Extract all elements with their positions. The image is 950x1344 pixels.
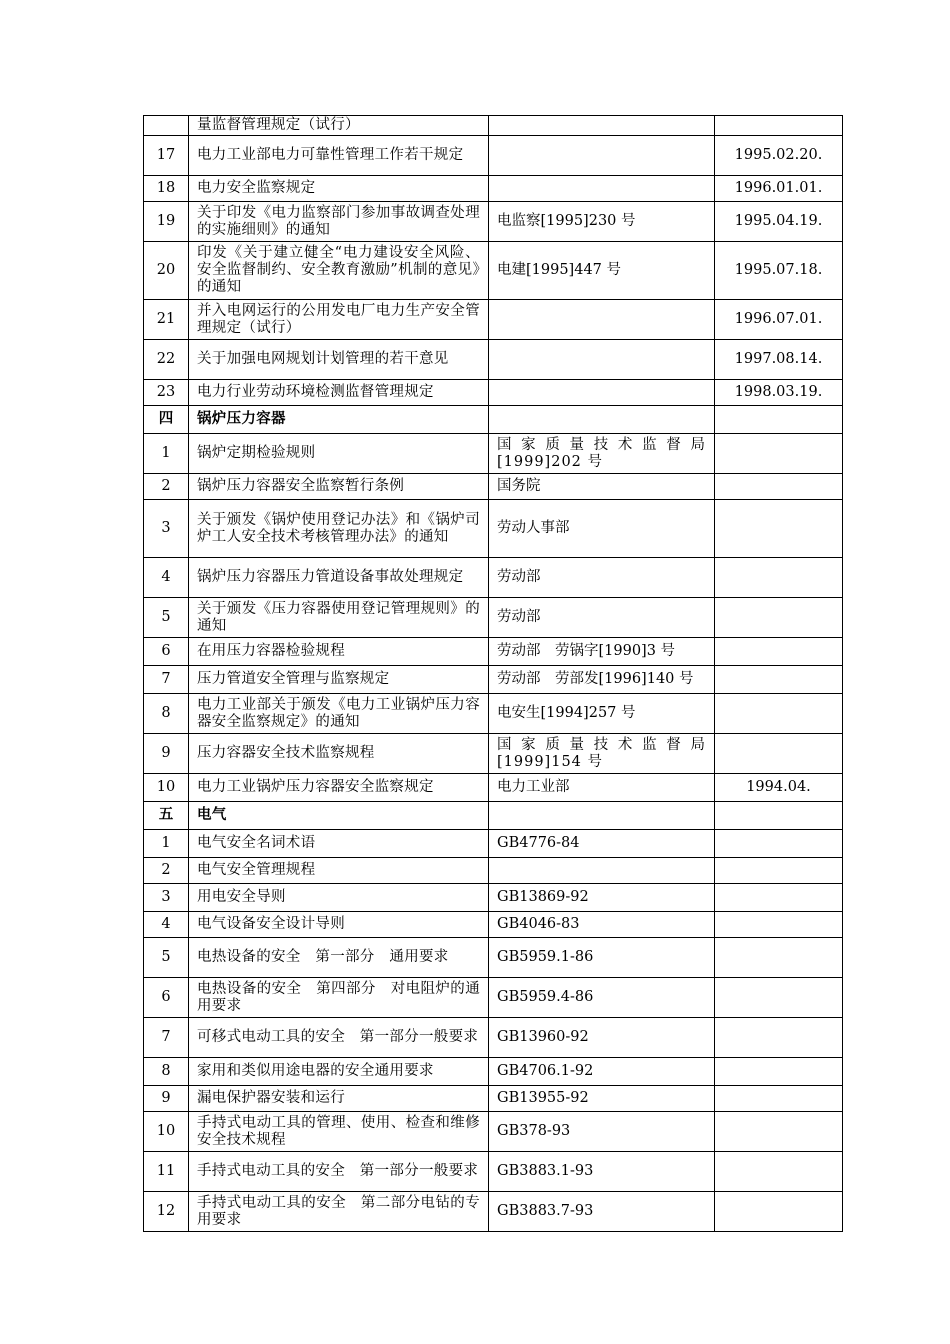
effective-date xyxy=(715,938,843,978)
row-number: 7 xyxy=(144,666,189,694)
row-number: 五 xyxy=(144,802,189,830)
regulation-name: 锅炉压力容器 xyxy=(189,406,489,434)
effective-date: 1996.07.01. xyxy=(715,300,843,340)
effective-date xyxy=(715,694,843,734)
issuer-document-number: GB13960-92 xyxy=(489,1018,715,1058)
issuer-document-number: 国家质量技术监督局[1999]154 号 xyxy=(489,734,715,774)
regulation-name: 在用压力容器检验规程 xyxy=(189,638,489,666)
row-number: 8 xyxy=(144,1058,189,1086)
regulation-name: 电热设备的安全 第四部分 对电阻炉的通用要求 xyxy=(189,978,489,1018)
row-number: 21 xyxy=(144,300,189,340)
table-row xyxy=(144,380,843,406)
row-number: 6 xyxy=(144,978,189,1018)
effective-date xyxy=(715,734,843,774)
effective-date xyxy=(715,802,843,830)
table-row xyxy=(144,500,843,558)
table-row xyxy=(144,242,843,300)
regulation-name: 压力容器安全技术监察规程 xyxy=(189,734,489,774)
issuer-document-number xyxy=(489,136,715,176)
effective-date: 1997.08.14. xyxy=(715,340,843,380)
row-number: 9 xyxy=(144,1086,189,1112)
regulation-name: 锅炉压力容器压力管道设备事故处理规定 xyxy=(189,558,489,598)
table-row xyxy=(144,474,843,500)
row-number: 10 xyxy=(144,1112,189,1152)
table-row xyxy=(144,1086,843,1112)
table-row xyxy=(144,136,843,176)
issuer-document-number: GB378-93 xyxy=(489,1112,715,1152)
regulation-name: 电力工业锅炉压力容器安全监察规定 xyxy=(189,774,489,802)
regulation-name: 家用和类似用途电器的安全通用要求 xyxy=(189,1058,489,1086)
issuer-document-number xyxy=(489,300,715,340)
issuer-document-number xyxy=(489,340,715,380)
effective-date xyxy=(715,116,843,136)
regulation-name: 电气安全管理规程 xyxy=(189,858,489,884)
row-number: 1 xyxy=(144,434,189,474)
table-row xyxy=(144,884,843,912)
row-number: 11 xyxy=(144,1152,189,1192)
issuer-document-number: 国务院 xyxy=(489,474,715,500)
effective-date xyxy=(715,978,843,1018)
issuer-document-number: 国家质量技术监督局[1999]202 号 xyxy=(489,434,715,474)
table-row xyxy=(144,774,843,802)
effective-date: 1995.07.18. xyxy=(715,242,843,300)
table-row xyxy=(144,176,843,202)
regulation-name: 关于颁发《锅炉使用登记办法》和《锅炉司炉工人安全技术考核管理办法》的通知 xyxy=(189,500,489,558)
effective-date: 1994.04. xyxy=(715,774,843,802)
issuer-document-number xyxy=(489,116,715,136)
issuer-document-number: 劳动部 劳部发[1996]140 号 xyxy=(489,666,715,694)
effective-date xyxy=(715,500,843,558)
regulations-table xyxy=(143,115,843,1232)
section-header-row xyxy=(144,406,843,434)
issuer-document-number: 电力工业部 xyxy=(489,774,715,802)
issuer-document-number xyxy=(489,406,715,434)
row-number: 4 xyxy=(144,558,189,598)
effective-date xyxy=(715,858,843,884)
regulation-name: 电力安全监察规定 xyxy=(189,176,489,202)
regulation-name: 电气 xyxy=(189,802,489,830)
effective-date xyxy=(715,638,843,666)
effective-date xyxy=(715,406,843,434)
issuer-document-number: GB3883.1-93 xyxy=(489,1152,715,1192)
regulation-name: 漏电保护器安装和运行 xyxy=(189,1086,489,1112)
issuer-document-number: GB4776-84 xyxy=(489,830,715,858)
row-number: 10 xyxy=(144,774,189,802)
regulation-name: 手持式电动工具的安全 第一部分一般要求 xyxy=(189,1152,489,1192)
effective-date xyxy=(715,558,843,598)
table-row xyxy=(144,202,843,242)
table-row xyxy=(144,558,843,598)
effective-date xyxy=(715,434,843,474)
table-row xyxy=(144,694,843,734)
table-row xyxy=(144,830,843,858)
row-number: 23 xyxy=(144,380,189,406)
table-row xyxy=(144,858,843,884)
issuer-document-number: 劳动部 xyxy=(489,558,715,598)
regulation-name: 压力管道安全管理与监察规定 xyxy=(189,666,489,694)
regulation-name: 可移式电动工具的安全 第一部分一般要求 xyxy=(189,1018,489,1058)
regulation-name: 锅炉压力容器安全监察暂行条例 xyxy=(189,474,489,500)
issuer-document-number xyxy=(489,380,715,406)
regulation-name: 锅炉定期检验规则 xyxy=(189,434,489,474)
table-row xyxy=(144,1058,843,1086)
regulation-name: 电气安全名词术语 xyxy=(189,830,489,858)
row-number: 12 xyxy=(144,1192,189,1232)
table-row xyxy=(144,1018,843,1058)
row-number: 四 xyxy=(144,406,189,434)
row-number: 4 xyxy=(144,912,189,938)
effective-date: 1995.04.19. xyxy=(715,202,843,242)
effective-date xyxy=(715,474,843,500)
regulation-name: 关于印发《电力监察部门参加事故调查处理的实施细则》的通知 xyxy=(189,202,489,242)
section-header-row xyxy=(144,802,843,830)
effective-date: 1998.03.19. xyxy=(715,380,843,406)
effective-date xyxy=(715,884,843,912)
row-number: 20 xyxy=(144,242,189,300)
row-number: 18 xyxy=(144,176,189,202)
issuer-document-number xyxy=(489,176,715,202)
table-row xyxy=(144,938,843,978)
effective-date xyxy=(715,666,843,694)
issuer-document-number: GB13869-92 xyxy=(489,884,715,912)
row-number: 3 xyxy=(144,884,189,912)
row-number: 8 xyxy=(144,694,189,734)
row-number: 5 xyxy=(144,938,189,978)
table-row xyxy=(144,978,843,1018)
effective-date xyxy=(715,1192,843,1232)
regulation-name: 电热设备的安全 第一部分 通用要求 xyxy=(189,938,489,978)
regulation-name: 电力行业劳动环境检测监督管理规定 xyxy=(189,380,489,406)
regulation-name: 手持式电动工具的安全 第二部分电钻的专用要求 xyxy=(189,1192,489,1232)
effective-date xyxy=(715,1112,843,1152)
effective-date: 1995.02.20. xyxy=(715,136,843,176)
issuer-document-number: 劳动人事部 xyxy=(489,500,715,558)
row-number: 3 xyxy=(144,500,189,558)
row-number: 1 xyxy=(144,830,189,858)
table-row xyxy=(144,434,843,474)
effective-date: 1996.01.01. xyxy=(715,176,843,202)
regulation-name: 用电安全导则 xyxy=(189,884,489,912)
effective-date xyxy=(715,830,843,858)
table-row xyxy=(144,340,843,380)
table-row xyxy=(144,638,843,666)
effective-date xyxy=(715,598,843,638)
issuer-document-number: 电监察[1995]230 号 xyxy=(489,202,715,242)
table-row xyxy=(144,116,843,136)
issuer-document-number: 电安生[1994]257 号 xyxy=(489,694,715,734)
row-number: 2 xyxy=(144,474,189,500)
table-row xyxy=(144,1152,843,1192)
regulation-name: 印发《关于建立健全“电力建设安全风险、安全监督制约、安全教育激励”机制的意见》的通知 xyxy=(189,242,489,300)
regulation-name: 电力工业部关于颁发《电力工业锅炉压力容器安全监察规定》的通知 xyxy=(189,694,489,734)
row-number: 6 xyxy=(144,638,189,666)
row-number: 17 xyxy=(144,136,189,176)
regulations-table-body xyxy=(144,116,843,1232)
issuer-document-number: GB4046-83 xyxy=(489,912,715,938)
regulation-name: 关于加强电网规划计划管理的若干意见 xyxy=(189,340,489,380)
regulation-name: 电气设备安全设计导则 xyxy=(189,912,489,938)
issuer-document-number: GB5959.4-86 xyxy=(489,978,715,1018)
row-number: 19 xyxy=(144,202,189,242)
issuer-document-number: 电建[1995]447 号 xyxy=(489,242,715,300)
regulation-name: 手持式电动工具的管理、使用、检查和维修安全技术规程 xyxy=(189,1112,489,1152)
issuer-document-number: GB5959.1-86 xyxy=(489,938,715,978)
regulation-name: 关于颁发《压力容器使用登记管理规则》的通知 xyxy=(189,598,489,638)
regulation-name: 并入电网运行的公用发电厂电力生产安全管理规定（试行） xyxy=(189,300,489,340)
table-row xyxy=(144,1192,843,1232)
effective-date xyxy=(715,1152,843,1192)
row-number: 5 xyxy=(144,598,189,638)
issuer-document-number: GB3883.7-93 xyxy=(489,1192,715,1232)
table-row xyxy=(144,912,843,938)
row-number: 9 xyxy=(144,734,189,774)
issuer-document-number: 劳动部 xyxy=(489,598,715,638)
effective-date xyxy=(715,912,843,938)
issuer-document-number xyxy=(489,802,715,830)
issuer-document-number: 劳动部 劳锅字[1990]3 号 xyxy=(489,638,715,666)
issuer-document-number: GB13955-92 xyxy=(489,1086,715,1112)
table-row xyxy=(144,300,843,340)
row-number: 2 xyxy=(144,858,189,884)
regulation-name: 电力工业部电力可靠性管理工作若干规定 xyxy=(189,136,489,176)
regulation-name: 量监督管理规定（试行） xyxy=(189,116,489,136)
issuer-document-number: GB4706.1-92 xyxy=(489,1058,715,1086)
table-row xyxy=(144,598,843,638)
table-row xyxy=(144,1112,843,1152)
row-number: 22 xyxy=(144,340,189,380)
effective-date xyxy=(715,1086,843,1112)
effective-date xyxy=(715,1058,843,1086)
row-number xyxy=(144,116,189,136)
effective-date xyxy=(715,1018,843,1058)
issuer-document-number xyxy=(489,858,715,884)
row-number: 7 xyxy=(144,1018,189,1058)
table-row xyxy=(144,734,843,774)
table-row xyxy=(144,666,843,694)
